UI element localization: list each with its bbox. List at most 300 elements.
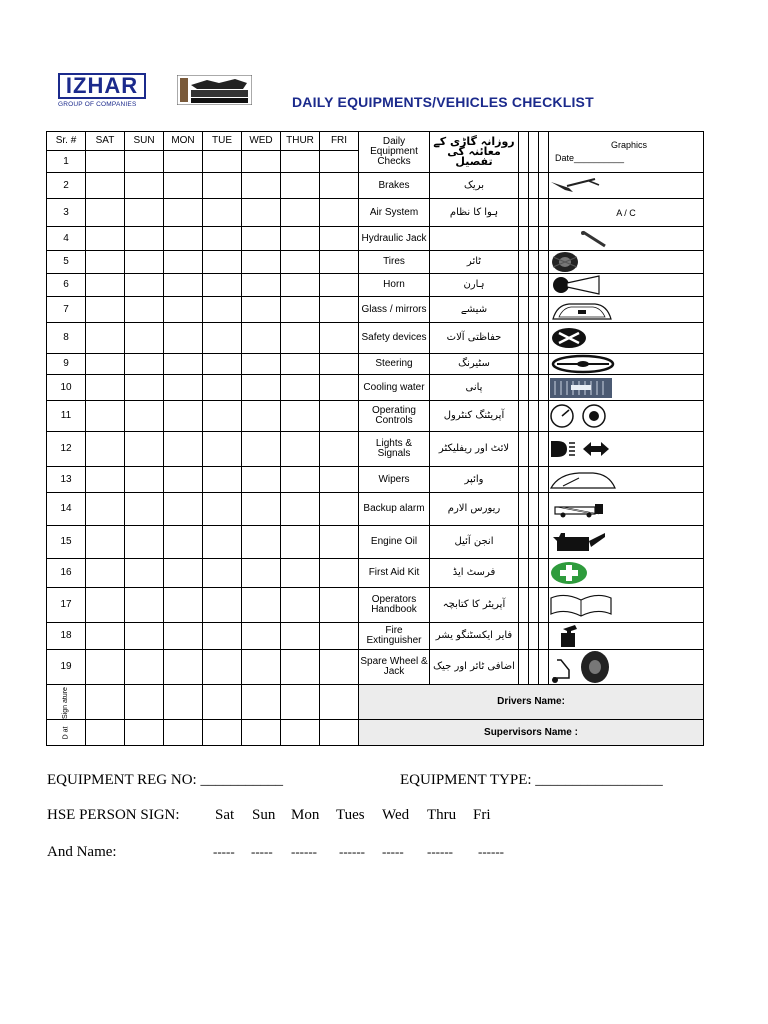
- hse-day-thru: Thru: [427, 807, 457, 823]
- check-cell-thur[interactable]: [281, 199, 320, 227]
- sign-cell-sat[interactable]: [86, 685, 125, 720]
- check-label: Safety devices: [359, 323, 430, 354]
- check-label-urdu: ریورس الارم: [430, 493, 519, 526]
- equipment-type-field[interactable]: EQUIPMENT TYPE: _________________: [400, 772, 663, 788]
- check-cell-tue[interactable]: [203, 173, 242, 199]
- check-cell-fri[interactable]: [320, 559, 359, 588]
- table-row: [47, 199, 704, 227]
- check-label-urdu: بریک: [430, 173, 519, 199]
- graphic-cell: [549, 227, 704, 251]
- date-cell-thur[interactable]: [281, 720, 320, 746]
- name-blank-7[interactable]: ------: [478, 844, 504, 859]
- page-title: DAILY EQUIPMENTS/VEHICLES CHECKLIST: [292, 94, 594, 110]
- logo-sub-text: GROUP OF COMPANIES: [58, 101, 137, 108]
- row-number: 14: [47, 493, 86, 526]
- check-label-urdu: ٹائر: [430, 251, 519, 274]
- check-cell-thur[interactable]: [281, 559, 320, 588]
- date-cell-wed[interactable]: [242, 720, 281, 746]
- sign-cell-tue[interactable]: [203, 685, 242, 720]
- brake-icon: [549, 176, 703, 196]
- check-cell-sat[interactable]: [86, 323, 125, 354]
- ac-label: A / C: [616, 207, 636, 218]
- row-number: 10: [47, 375, 86, 401]
- check-cell-sun[interactable]: [125, 467, 164, 493]
- check-cell-mon[interactable]: [164, 401, 203, 432]
- check-cell-thur[interactable]: [281, 467, 320, 493]
- check-cell-wed[interactable]: [242, 588, 281, 623]
- graphic-cell: [549, 401, 704, 432]
- table-row: [47, 432, 704, 467]
- check-cell-sun[interactable]: [125, 227, 164, 251]
- check-label: Hydraulic Jack: [359, 227, 430, 251]
- check-cell-thur[interactable]: [281, 297, 320, 323]
- check-cell-thur[interactable]: [281, 274, 320, 297]
- oil-can-icon: [549, 529, 703, 555]
- date-row: [47, 720, 704, 746]
- check-cell-fri[interactable]: [320, 623, 359, 650]
- check-label-urdu: [430, 227, 519, 251]
- table-row: [47, 650, 704, 685]
- row-number: 4: [47, 227, 86, 251]
- equipment-reg-field[interactable]: EQUIPMENT REG NO: ___________: [47, 772, 283, 788]
- row-number: 3: [47, 199, 86, 227]
- check-cell-tue[interactable]: [203, 297, 242, 323]
- check-cell-fri[interactable]: [320, 588, 359, 623]
- check-label: Wipers: [359, 467, 430, 493]
- check-cell-fri[interactable]: [320, 227, 359, 251]
- check-label: Cooling water: [359, 375, 430, 401]
- name-blank-2[interactable]: -----: [251, 844, 273, 859]
- date-cell-fri[interactable]: [320, 720, 359, 746]
- graphic-cell: [549, 274, 704, 297]
- check-cell-tue[interactable]: [203, 354, 242, 375]
- check-cell-wed[interactable]: [242, 251, 281, 274]
- check-cell-tue[interactable]: [203, 251, 242, 274]
- graphic-cell: [549, 432, 704, 467]
- row-number: 16: [47, 559, 86, 588]
- check-cell-sat[interactable]: [86, 274, 125, 297]
- check-cell-wed[interactable]: [242, 650, 281, 685]
- check-cell-sun[interactable]: [125, 623, 164, 650]
- check-cell-fri[interactable]: [320, 493, 359, 526]
- check-cell-thur[interactable]: [281, 173, 320, 199]
- check-cell-wed[interactable]: [242, 323, 281, 354]
- check-cell-fri[interactable]: [320, 173, 359, 199]
- check-cell-thur[interactable]: [281, 526, 320, 559]
- radiator-icon: [549, 377, 703, 399]
- check-label-urdu: ہوا کا نظام: [430, 199, 519, 227]
- table-row: [47, 251, 704, 274]
- check-cell-wed[interactable]: [242, 401, 281, 432]
- check-label: Brakes: [359, 173, 430, 199]
- check-cell-sun[interactable]: [125, 173, 164, 199]
- check-cell-sat[interactable]: [86, 173, 125, 199]
- check-label-urdu: حفاظتی آلات: [430, 323, 519, 354]
- check-label: Operators Handbook: [359, 588, 430, 623]
- check-label: Horn: [359, 274, 430, 297]
- check-cell-wed[interactable]: [242, 227, 281, 251]
- table-row: [47, 323, 704, 354]
- drivers-name-field[interactable]: Drivers Name:: [359, 685, 704, 720]
- check-cell-tue[interactable]: [203, 588, 242, 623]
- check-cell-sun[interactable]: [125, 588, 164, 623]
- graphic-cell: [549, 297, 704, 323]
- graphic-cell: [549, 493, 704, 526]
- row-number: 17: [47, 588, 86, 623]
- signature-row: [47, 685, 704, 720]
- book-icon: [549, 592, 703, 618]
- name-blank-4[interactable]: ------: [339, 844, 365, 859]
- check-label: Engine Oil: [359, 526, 430, 559]
- check-cell-thur[interactable]: [281, 227, 320, 251]
- row-number: 12: [47, 432, 86, 467]
- check-label-urdu: آپریٹنگ کنٹرول: [430, 401, 519, 432]
- check-cell-fri[interactable]: [320, 432, 359, 467]
- check-label: Glass / mirrors: [359, 297, 430, 323]
- graphic-cell: [549, 251, 704, 274]
- check-cell-mon[interactable]: [164, 173, 203, 199]
- check-cell-sun[interactable]: [125, 354, 164, 375]
- check-cell-sat[interactable]: [86, 151, 125, 173]
- wiper-icon: [549, 470, 703, 490]
- check-cell-mon[interactable]: [164, 199, 203, 227]
- hse-day-fri: Fri: [473, 807, 491, 823]
- table-row: [47, 227, 704, 251]
- check-cell-tue[interactable]: [203, 151, 242, 173]
- check-cell-sat[interactable]: [86, 432, 125, 467]
- check-cell-sun[interactable]: [125, 650, 164, 685]
- check-cell-mon[interactable]: [164, 467, 203, 493]
- check-cell-fri[interactable]: [320, 401, 359, 432]
- graphic-cell: [549, 199, 704, 227]
- urdu-header: روزانہ گاڑی کے معائنہ کی تفصیل: [430, 132, 519, 173]
- check-cell-mon[interactable]: [164, 151, 203, 173]
- check-cell-tue[interactable]: [203, 559, 242, 588]
- check-cell-wed[interactable]: [242, 432, 281, 467]
- check-cell-thur[interactable]: [281, 493, 320, 526]
- table-row: [47, 375, 704, 401]
- day-header-mon: MON: [164, 132, 203, 151]
- check-cell-sat[interactable]: [86, 526, 125, 559]
- day-header-thur: THUR: [281, 132, 320, 151]
- name-blank-1[interactable]: -----: [213, 844, 235, 859]
- check-label-urdu: شیشے: [430, 297, 519, 323]
- check-cell-mon[interactable]: [164, 323, 203, 354]
- check-label-urdu: سٹیرنگ: [430, 354, 519, 375]
- check-cell-tue[interactable]: [203, 227, 242, 251]
- graphic-cell: [549, 588, 704, 623]
- hse-day-wed: Wed: [382, 807, 410, 823]
- check-cell-fri[interactable]: [320, 151, 359, 173]
- graphic-cell: [549, 323, 704, 354]
- check-cell-sun[interactable]: [125, 375, 164, 401]
- check-cell-thur[interactable]: [281, 432, 320, 467]
- check-label: Backup alarm: [359, 493, 430, 526]
- row-number: 19: [47, 650, 86, 685]
- table-row: [47, 354, 704, 375]
- check-cell-sat[interactable]: [86, 297, 125, 323]
- table-row: [47, 623, 704, 650]
- day-header-fri: FRI: [320, 132, 359, 151]
- check-cell-wed[interactable]: [242, 526, 281, 559]
- check-cell-tue[interactable]: [203, 526, 242, 559]
- check-cell-tue[interactable]: [203, 375, 242, 401]
- check-cell-fri[interactable]: [320, 297, 359, 323]
- graphics-header: [549, 132, 704, 173]
- check-label: Lights & Signals: [359, 432, 430, 467]
- sign-cell-mon[interactable]: [164, 685, 203, 720]
- check-cell-sat[interactable]: [86, 623, 125, 650]
- day-header-sat: SAT: [86, 132, 125, 151]
- check-cell-thur[interactable]: [281, 588, 320, 623]
- extinguisher-icon: [549, 625, 703, 647]
- check-cell-thur[interactable]: [281, 323, 320, 354]
- check-cell-fri[interactable]: [320, 251, 359, 274]
- check-cell-wed[interactable]: [242, 297, 281, 323]
- row-number: 18: [47, 623, 86, 650]
- check-cell-thur[interactable]: [281, 650, 320, 685]
- check-cell-tue[interactable]: [203, 323, 242, 354]
- dg-cement-logo: [177, 75, 252, 105]
- check-label-urdu: ہارن: [430, 274, 519, 297]
- check-cell-sat[interactable]: [86, 199, 125, 227]
- izhar-logo: [58, 73, 148, 111]
- check-cell-mon[interactable]: [164, 493, 203, 526]
- sign-cell-sun[interactable]: [125, 685, 164, 720]
- hse-day-mon: Mon: [291, 807, 320, 823]
- row-number: 2: [47, 173, 86, 199]
- day-header-tue: TUE: [203, 132, 242, 151]
- table-row: [47, 559, 704, 588]
- table-row: [47, 401, 704, 432]
- hse-day-sat: Sat: [215, 807, 235, 823]
- date-cell-mon[interactable]: [164, 720, 203, 746]
- table-row: [47, 274, 704, 297]
- table-row: [47, 493, 704, 526]
- check-cell-wed[interactable]: [242, 274, 281, 297]
- check-label: First Aid Kit: [359, 559, 430, 588]
- table-row: [47, 526, 704, 559]
- table-row: [47, 588, 704, 623]
- row-number: 5: [47, 251, 86, 274]
- tire-icon: [549, 251, 703, 273]
- checks-header: Daily Equipment Checks: [359, 132, 430, 173]
- check-cell-fri[interactable]: [320, 323, 359, 354]
- header-row: [47, 132, 704, 151]
- hse-day-sun: Sun: [252, 807, 276, 823]
- steering-icon: [549, 354, 703, 374]
- check-cell-wed[interactable]: [242, 493, 281, 526]
- check-cell-sun[interactable]: [125, 323, 164, 354]
- hse-day-tues: Tues: [336, 807, 365, 823]
- table-row: [47, 173, 704, 199]
- graphic-cell: [549, 173, 704, 199]
- date-cell-tue[interactable]: [203, 720, 242, 746]
- check-cell-wed[interactable]: [242, 173, 281, 199]
- check-cell-sat[interactable]: [86, 588, 125, 623]
- graphic-cell: [549, 375, 704, 401]
- check-cell-fri[interactable]: [320, 375, 359, 401]
- lights-icon: [549, 437, 703, 461]
- mirror-icon: [549, 299, 703, 321]
- graphic-cell: [549, 467, 704, 493]
- check-label: Spare Wheel & Jack: [359, 650, 430, 685]
- hse-sign-label: HSE PERSON SIGN:: [47, 807, 180, 823]
- check-cell-sun[interactable]: [125, 274, 164, 297]
- check-cell-sat[interactable]: [86, 650, 125, 685]
- check-label: Steering: [359, 354, 430, 375]
- check-cell-sat[interactable]: [86, 467, 125, 493]
- check-cell-sat[interactable]: [86, 401, 125, 432]
- horn-icon: [549, 274, 703, 296]
- row-number: 1: [47, 151, 86, 173]
- row-number: 7: [47, 297, 86, 323]
- check-cell-fri[interactable]: [320, 354, 359, 375]
- date-field[interactable]: Date__________: [555, 153, 625, 163]
- check-cell-mon[interactable]: [164, 375, 203, 401]
- check-cell-fri[interactable]: [320, 467, 359, 493]
- check-cell-thur[interactable]: [281, 354, 320, 375]
- check-cell-mon[interactable]: [164, 432, 203, 467]
- day-header-wed: WED: [242, 132, 281, 151]
- check-cell-tue[interactable]: [203, 401, 242, 432]
- check-cell-wed[interactable]: [242, 375, 281, 401]
- check-cell-mon[interactable]: [164, 297, 203, 323]
- check-label-urdu: اضافی ٹائر اور جیک: [430, 650, 519, 685]
- check-label: Fire Extinguisher: [359, 623, 430, 650]
- check-cell-fri[interactable]: [320, 526, 359, 559]
- check-cell-tue[interactable]: [203, 650, 242, 685]
- checklist-table: [46, 131, 704, 746]
- sign-cell-wed[interactable]: [242, 685, 281, 720]
- check-cell-sat[interactable]: [86, 251, 125, 274]
- check-cell-mon[interactable]: [164, 251, 203, 274]
- gauge-icon: [549, 403, 703, 429]
- check-cell-sat[interactable]: [86, 493, 125, 526]
- check-label-urdu: فرسٹ ایڈ: [430, 559, 519, 588]
- check-cell-tue[interactable]: [203, 199, 242, 227]
- row-number: 15: [47, 526, 86, 559]
- check-label-urdu: لائٹ اور ریفلیکٹر: [430, 432, 519, 467]
- graphic-cell: [549, 559, 704, 588]
- truck-icon: [549, 499, 703, 519]
- logo-main-text: IZHAR: [65, 73, 139, 98]
- check-label-urdu: وائپر: [430, 467, 519, 493]
- check-cell-sun[interactable]: [125, 151, 164, 173]
- table-row: [47, 297, 704, 323]
- check-cell-sun[interactable]: [125, 526, 164, 559]
- supervisors-name-field[interactable]: Supervisors Name :: [359, 720, 704, 746]
- check-label-urdu: پانی: [430, 375, 519, 401]
- name-blank-5[interactable]: -----: [382, 844, 404, 859]
- check-cell-mon[interactable]: [164, 354, 203, 375]
- date-row-label: D at: [47, 720, 86, 746]
- check-cell-sun[interactable]: [125, 432, 164, 467]
- check-label-urdu: فایر ایکسٹنگو یشر: [430, 623, 519, 650]
- date-cell-sun[interactable]: [125, 720, 164, 746]
- and-name-label: And Name:: [47, 844, 117, 860]
- graphic-cell: [549, 526, 704, 559]
- safety-device-icon: [549, 327, 703, 349]
- check-cell-tue[interactable]: [203, 274, 242, 297]
- check-cell-wed[interactable]: [242, 151, 281, 173]
- table-row: [47, 467, 704, 493]
- check-cell-thur[interactable]: [281, 151, 320, 173]
- check-cell-fri[interactable]: [320, 199, 359, 227]
- name-blank-6[interactable]: ------: [427, 844, 453, 859]
- check-cell-tue[interactable]: [203, 493, 242, 526]
- row-number: 8: [47, 323, 86, 354]
- check-cell-tue[interactable]: [203, 467, 242, 493]
- check-cell-mon[interactable]: [164, 227, 203, 251]
- graphic-cell: [549, 354, 704, 375]
- check-cell-sun[interactable]: [125, 199, 164, 227]
- check-cell-wed[interactable]: [242, 467, 281, 493]
- day-header-sun: SUN: [125, 132, 164, 151]
- sign-cell-fri[interactable]: [320, 685, 359, 720]
- check-cell-sun[interactable]: [125, 297, 164, 323]
- check-cell-mon[interactable]: [164, 559, 203, 588]
- graphics-label: Graphics: [610, 140, 647, 150]
- check-cell-mon[interactable]: [164, 274, 203, 297]
- sign-cell-thur[interactable]: [281, 685, 320, 720]
- check-cell-sun[interactable]: [125, 493, 164, 526]
- check-cell-sun[interactable]: [125, 401, 164, 432]
- check-cell-sat[interactable]: [86, 354, 125, 375]
- row-number: 9: [47, 354, 86, 375]
- check-cell-mon[interactable]: [164, 588, 203, 623]
- check-cell-mon[interactable]: [164, 650, 203, 685]
- name-blank-3[interactable]: ------: [291, 844, 317, 859]
- check-label-urdu: انجن آئیل: [430, 526, 519, 559]
- spare-wheel-icon: [549, 650, 703, 684]
- check-cell-mon[interactable]: [164, 526, 203, 559]
- check-cell-tue[interactable]: [203, 623, 242, 650]
- check-cell-thur[interactable]: [281, 623, 320, 650]
- sign-label: Sign ature: [47, 685, 86, 720]
- check-cell-wed[interactable]: [242, 199, 281, 227]
- check-label: Operating Controls: [359, 401, 430, 432]
- graphic-cell: [549, 623, 704, 650]
- check-cell-thur[interactable]: [281, 401, 320, 432]
- graphic-cell: [549, 650, 704, 685]
- check-cell-wed[interactable]: [242, 559, 281, 588]
- check-label-urdu: آپریٹر کا کتابچہ: [430, 588, 519, 623]
- check-cell-sat[interactable]: [86, 375, 125, 401]
- check-cell-sun[interactable]: [125, 251, 164, 274]
- check-cell-mon[interactable]: [164, 623, 203, 650]
- jack-icon: [549, 230, 703, 248]
- check-cell-sat[interactable]: [86, 227, 125, 251]
- check-cell-fri[interactable]: [320, 274, 359, 297]
- check-cell-thur[interactable]: [281, 251, 320, 274]
- check-label: Air System: [359, 199, 430, 227]
- check-cell-wed[interactable]: [242, 354, 281, 375]
- check-cell-thur[interactable]: [281, 375, 320, 401]
- date-cell-sat[interactable]: [86, 720, 125, 746]
- check-cell-tue[interactable]: [203, 432, 242, 467]
- row-number: 6: [47, 274, 86, 297]
- check-label: Tires: [359, 251, 430, 274]
- sr-header: Sr. #: [47, 132, 86, 151]
- check-cell-wed[interactable]: [242, 623, 281, 650]
- check-cell-sun[interactable]: [125, 559, 164, 588]
- first-aid-icon: [549, 561, 703, 585]
- check-cell-fri[interactable]: [320, 650, 359, 685]
- row-number: 11: [47, 401, 86, 432]
- check-cell-sat[interactable]: [86, 559, 125, 588]
- row-number: 13: [47, 467, 86, 493]
